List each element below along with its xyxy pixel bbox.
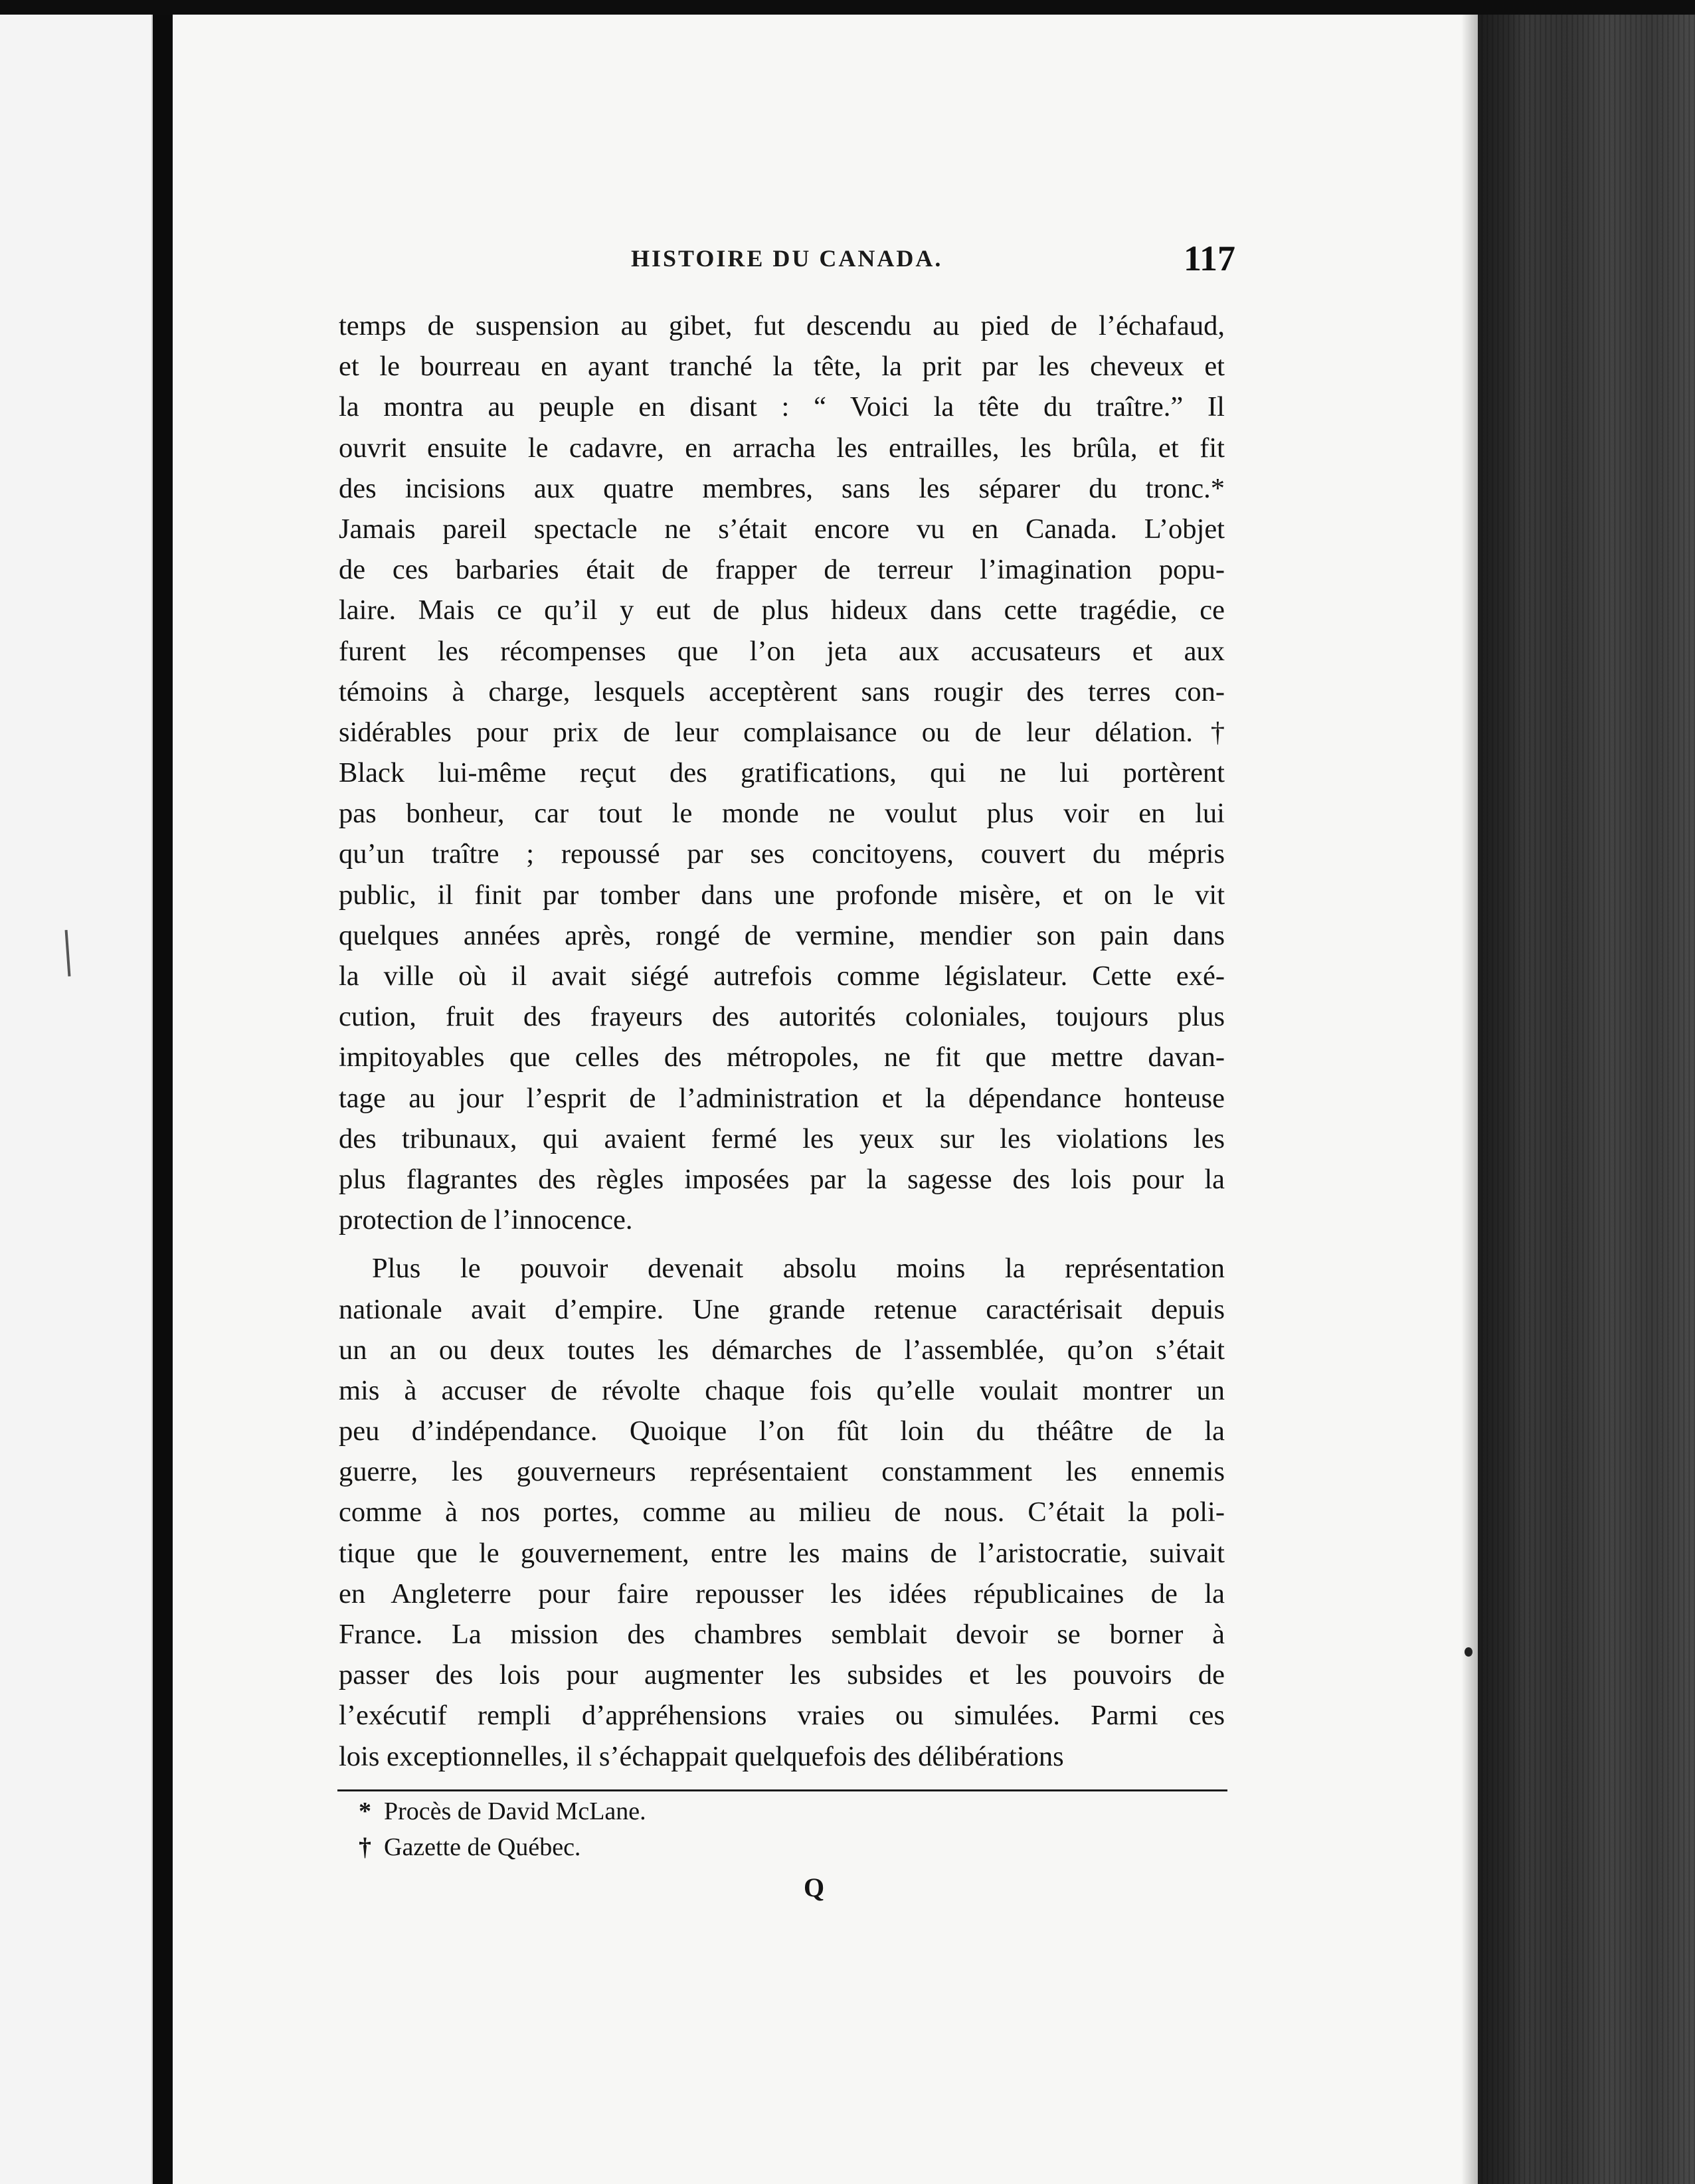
fore-edge-texture [1478,0,1695,2184]
text-line: temps de suspension au gibet, fut descendu au pied de l’échafaud, [339,310,1225,341]
text-line: mis à accuser de révolte chaque fois qu’elle voulait montrer un [339,1374,1225,1406]
text-line: et le bourreau en ayant tranché la tête, la prit par les cheveux et [339,351,1225,383]
text-line: des tribunaux, qui avaient fermé les yeux sur les violations les [339,1123,1225,1154]
footnote-text: Procès de David McLane. [384,1797,646,1825]
text-line: quelques années après, rongé de vermine, mendier son pain dans [339,919,1225,951]
text-line: cution, fruit des frayeurs des autorités coloniales, toujours plus [339,1001,1225,1033]
text-line: Plus le pouvoir devenait absolu moins la représentation [372,1253,1225,1285]
text-line: en Angleterre pour faire repousser les idées républicaines de la [339,1578,1225,1609]
text-line: la ville où il avait siégé autrefois comme législateur. Cette exé- [339,960,1225,992]
signature-mark: Q [804,1872,825,1902]
text-line: témoins à charge, lesquels acceptèrent sans rougir des terres con- [339,676,1225,707]
text-line: ouvrit ensuite le cadavre, en arracha les entrailles, les brûla, et fit [339,432,1225,464]
text-line: peu d’indépendance. Quoique l’on fût loin du théâtre de la [339,1415,1225,1447]
text-line: guerre, les gouverneurs représentaient constamment les ennemis [339,1456,1225,1488]
text-line: l’exécutif rempli d’appréhensions vraies ou simulées. Parmi ces [339,1700,1225,1732]
footnote [359,1793,646,1829]
text-line: sidérables pour prix de leur complaisance ou de leur délation.† [339,716,1225,748]
page-number: 117 [1184,238,1236,278]
text-line: furent les récompenses que l’on jeta aux accusateurs et aux [339,635,1225,667]
text-line: public, il finit par tomber dans une profonde misère, et on le vit [339,879,1225,911]
footnote [359,1829,646,1865]
text-line: qu’un traître ; repoussé par ses concitoyens, couvert du mépris [339,838,1225,870]
text-line: laire. Mais ce qu’il y eut de plus hideux dans cette tragédie, ce [339,594,1225,626]
text-line: pas bonheur, car tout le monde ne voulut plus voir en lui [339,798,1225,830]
page-edge-shadow [1461,15,1478,2184]
facing-page-edge [0,0,153,2184]
footnotes [359,1793,646,1865]
text-line: Jamais pareil spectacle ne s’était encore vu en Canada. L’objet [339,513,1225,545]
text-line: des incisions aux quatre membres, sans les séparer du tronc.* [339,472,1225,504]
text-line: plus flagrantes des règles imposées par la sagesse des lois pour la [339,1163,1225,1195]
text-line: Black lui-même reçut des gratifications, qui ne lui portèrent [339,757,1225,789]
scan-dot [1465,1647,1472,1657]
text-line: nationale avait d’empire. Une grande retenue caractérisait depuis [339,1293,1225,1325]
text-line: impitoyables que celles des métropoles, ne fit que mettre davan- [339,1042,1225,1073]
text-line: comme à nos portes, comme au milieu de nous. C’était la poli- [339,1497,1225,1528]
footnote-marker: † [359,1833,371,1861]
paragraph-gap [339,1240,1225,1248]
text-line: France. La mission des chambres semblait devoir se borner à [339,1619,1225,1650]
text-line: protection de l’innocence. [339,1204,633,1236]
text-line: tage au jour l’esprit de l’administration et la dépendance honteuse [339,1082,1225,1114]
text-line: un an ou deux toutes les démarches de l’assemblée, qu’on s’était [339,1334,1225,1366]
footnote-rule [337,1789,1227,1791]
footnote-text: Gazette de Québec. [384,1833,581,1861]
text-line: la montra au peuple en disant : “ Voici la tête du traître.” Il [339,391,1225,423]
text-line: tique que le gouvernement, entre les mains de l’aristocratie, suivait [339,1537,1225,1569]
paragraph [339,1248,1225,1776]
body-text [339,306,1225,1777]
paragraph [339,306,1225,1240]
running-head: HISTOIRE DU CANADA. [631,245,943,272]
footnote-marker: * [359,1797,371,1825]
text-line: de ces barbaries était de frapper de terreur l’imagination popu- [339,554,1225,586]
scan-top-border [0,0,1695,15]
book-gutter [153,0,173,2184]
text-line: lois exceptionnelles, il s’échappait quelquefois des délibérations [339,1740,1064,1772]
text-line: passer des lois pour augmenter les subsides et les pouvoirs de [339,1659,1225,1691]
